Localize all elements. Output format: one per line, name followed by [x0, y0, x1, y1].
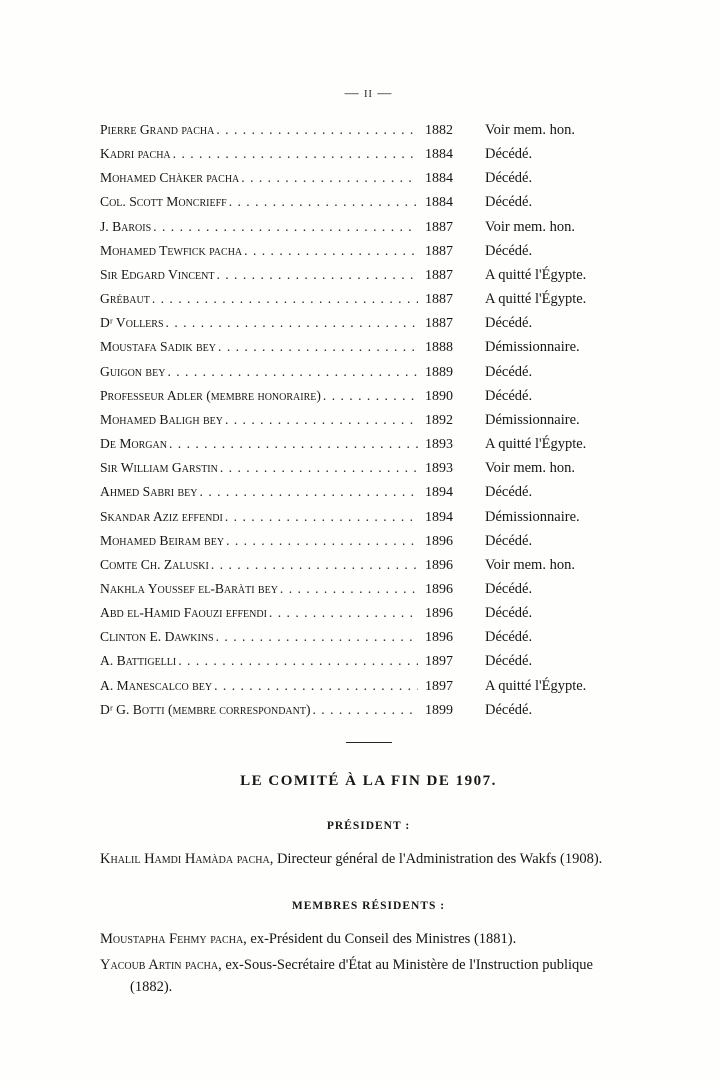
member-status: Décédé. [485, 242, 533, 259]
president-name: Khalil Hamdi Hamàda pacha [100, 850, 270, 867]
table-row [100, 408, 637, 432]
member-name: Mohamed Chàker pacha [100, 170, 240, 186]
member-status: Voir mem. hon. [485, 218, 575, 235]
table-row [100, 190, 637, 214]
member-name: Skandar Aziz effendi [100, 508, 223, 524]
section-divider [346, 742, 392, 743]
dotted-leader [216, 625, 418, 648]
dotted-leader [218, 335, 418, 358]
dotted-leader [178, 649, 418, 672]
table-row [100, 142, 637, 166]
table-row [100, 505, 637, 529]
member-year: 1887 [425, 219, 453, 235]
dotted-leader [216, 263, 418, 286]
president-heading: PRÉSIDENT : [326, 819, 411, 832]
member-year: 1888 [425, 340, 453, 356]
member-year: 1890 [425, 388, 453, 404]
member-name: Professeur Adler (membre honoraire) [100, 387, 321, 403]
dotted-leader [214, 674, 418, 697]
table-row [100, 698, 637, 722]
member-status: A quitté l'Égypte. [485, 266, 587, 283]
member-name: Col. Scott Moncrieff [100, 194, 227, 210]
member-year: 1894 [425, 509, 453, 525]
dotted-leader [313, 698, 419, 721]
dotted-leader [225, 408, 418, 431]
dotted-leader [173, 142, 418, 165]
member-year: 1896 [425, 606, 453, 622]
table-row [100, 263, 637, 287]
table-row [100, 360, 637, 384]
member-name: Nakhla Youssef el-Baràti bey [100, 580, 278, 596]
table-row [100, 577, 637, 601]
member-year: 1889 [425, 364, 453, 380]
resident-entry [100, 928, 637, 950]
table-row [100, 432, 637, 456]
dotted-leader [225, 505, 418, 528]
dotted-leader [211, 553, 418, 576]
member-name: De Morgan [100, 436, 167, 452]
dotted-leader [216, 118, 418, 141]
dotted-leader [269, 601, 418, 624]
table-row [100, 649, 637, 673]
member-year: 1893 [425, 461, 453, 477]
resident-name: Yacoub Artin pacha [100, 956, 219, 973]
member-year: 1896 [425, 533, 453, 549]
member-status: Voir mem. hon. [485, 460, 575, 477]
member-year: 1882 [425, 123, 453, 138]
member-status: Décédé. [485, 653, 533, 670]
table-row [100, 311, 637, 335]
member-status: Voir mem. hon. [485, 556, 575, 573]
member-year: 1884 [425, 171, 453, 187]
member-status: Décédé. [485, 532, 533, 549]
table-row [100, 215, 637, 239]
member-year: 1893 [425, 437, 453, 453]
resident-entry [100, 954, 637, 998]
member-name: Pierre Grand pacha [100, 122, 215, 137]
page-content [100, 86, 637, 998]
table-row [100, 529, 637, 553]
table-row [100, 480, 637, 504]
table-row [100, 287, 637, 311]
table-row [100, 601, 637, 625]
dotted-leader [220, 456, 418, 479]
table-row [100, 118, 637, 142]
dotted-leader [244, 239, 418, 262]
member-status: A quitté l'Égypte. [485, 436, 587, 453]
member-name: Clinton E. Dawkins [100, 629, 214, 645]
table-row [100, 625, 637, 649]
resident-description: , ex-Président du Conseil des Ministres (1881). [243, 930, 517, 947]
member-status: Décédé. [485, 605, 533, 622]
member-year: 1884 [425, 147, 453, 163]
member-name: A. Manescalco bey [100, 677, 213, 693]
member-name: Comte Ch. Zaluski [100, 556, 209, 572]
member-name: Dʳ Vollers [100, 315, 164, 331]
member-year: 1884 [425, 195, 453, 211]
member-year: 1896 [425, 557, 453, 573]
member-year: 1887 [425, 316, 453, 332]
dotted-leader [166, 311, 418, 334]
dotted-leader [167, 360, 418, 383]
member-status: Démissionnaire. [485, 508, 580, 525]
member-status: Décédé. [485, 484, 533, 501]
member-status: A quitté l'Égypte. [485, 291, 587, 308]
residents-list [100, 928, 637, 998]
member-year: 1897 [425, 678, 453, 694]
resident-description: , ex-Sous-Secrétaire d'État au Ministère de l'Instruction publique (1882). [130, 956, 593, 995]
members-table [100, 118, 637, 722]
member-year: 1887 [425, 267, 453, 283]
member-year: 1899 [425, 702, 453, 718]
member-year: 1894 [425, 485, 453, 501]
dotted-leader [323, 384, 418, 407]
dotted-leader [241, 166, 418, 189]
table-row [100, 456, 637, 480]
table-row [100, 239, 637, 263]
member-name: A. Battigelli [100, 653, 177, 669]
member-status: Décédé. [485, 194, 533, 211]
residents-heading: MEMBRES RÉSIDENTS : [291, 899, 446, 912]
member-year: 1887 [425, 243, 453, 259]
page-number: — ii — [344, 86, 393, 101]
member-status: Démissionnaire. [485, 411, 580, 428]
table-row [100, 384, 637, 408]
member-name: J. Barois [100, 218, 152, 234]
member-status: Décédé. [485, 363, 533, 380]
member-name: Sir William Garstin [100, 460, 218, 476]
member-status: Démissionnaire. [485, 339, 580, 356]
member-year: 1892 [425, 412, 453, 428]
member-status: Décédé. [485, 315, 533, 332]
member-status: Décédé. [485, 629, 533, 646]
table-row [100, 674, 637, 698]
resident-name: Moustapha Fehmy pacha [100, 930, 244, 947]
dotted-leader [280, 577, 418, 600]
member-status: A quitté l'Égypte. [485, 677, 587, 694]
member-year: 1897 [425, 654, 453, 670]
member-status: Voir mem. hon. [485, 122, 575, 138]
table-row [100, 335, 637, 359]
member-year: 1896 [425, 630, 453, 646]
member-status: Décédé. [485, 701, 533, 718]
member-status: Décédé. [485, 146, 533, 163]
dotted-leader [152, 287, 418, 310]
member-name: Moustafa Sadik bey [100, 339, 217, 355]
member-status: Décédé. [485, 580, 533, 597]
member-status: Décédé. [485, 170, 533, 187]
member-name: Sir Edgard Vincent [100, 266, 215, 282]
member-year: 1896 [425, 581, 453, 597]
dotted-leader [153, 215, 418, 238]
member-name: Guigon bey [100, 363, 166, 379]
president-description: , Directeur général de l'Administration des Wakfs (1908). [269, 850, 603, 867]
member-name: Mohamed Beiram bey [100, 532, 225, 548]
member-name: Grébaut [100, 291, 150, 307]
dotted-leader [169, 432, 418, 455]
member-name: Dʳ G. Botti (membre correspondant) [100, 701, 311, 717]
member-status: Décédé. [485, 387, 533, 404]
committee-title: LE COMITÉ À LA FIN DE 1907. [240, 772, 497, 789]
member-name: Mohamed Baligh bey [100, 411, 223, 427]
table-row [100, 166, 637, 190]
member-year: 1887 [425, 292, 453, 308]
member-name: Abd el-Hamid Faouzi effendi [100, 605, 267, 621]
dotted-leader [200, 480, 418, 503]
president-entry [100, 848, 637, 870]
dotted-leader [229, 190, 418, 213]
member-name: Mohamed Tewfick pacha [100, 242, 243, 258]
member-name: Kadri pacha [100, 146, 171, 162]
table-row [100, 553, 637, 577]
member-name: Ahmed Sabri bey [100, 484, 198, 500]
dotted-leader [226, 529, 418, 552]
